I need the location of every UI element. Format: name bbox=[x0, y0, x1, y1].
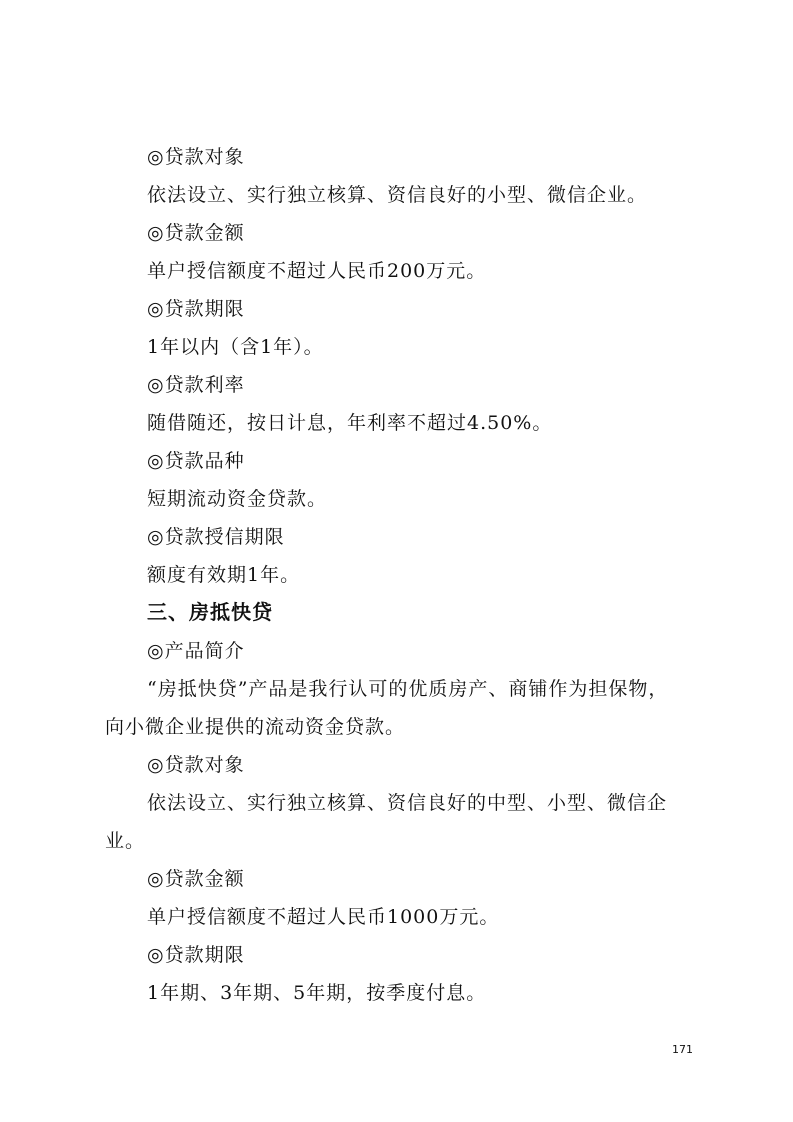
label-loan-target-2: ◎贷款对象 bbox=[147, 754, 245, 776]
label-product-intro: ◎产品简介 bbox=[147, 640, 245, 662]
text-product-intro-line1: “房抵快贷”产品是我行认可的优质房产、商铺作为担保物， bbox=[147, 678, 669, 700]
text-credit-term: 额度有效期1年。 bbox=[147, 564, 301, 586]
text-loan-rate: 随借随还，按日计息，年利率不超过4.50%。 bbox=[147, 412, 553, 434]
text-loan-target: 依法设立、实行独立核算、资信良好的小型、微信企业。 bbox=[147, 184, 648, 206]
label-loan-term-2: ◎贷款期限 bbox=[147, 944, 245, 966]
text-loan-term-2: 1年期、3年期、5年期，按季度付息。 bbox=[147, 982, 487, 1004]
label-loan-term: ◎贷款期限 bbox=[147, 298, 245, 320]
section-heading: 三、房抵快贷 bbox=[147, 600, 273, 624]
label-loan-type: ◎贷款品种 bbox=[147, 450, 245, 472]
text-loan-target-2-line2: 业。 bbox=[105, 830, 146, 852]
text-loan-target-2-line1: 依法设立、实行独立核算、资信良好的中型、小型、微信企 bbox=[147, 792, 668, 814]
text-loan-amount: 单户授信额度不超过人民币200万元。 bbox=[147, 260, 487, 282]
text-loan-term: 1年以内（含1年）。 bbox=[147, 336, 324, 358]
label-loan-amount: ◎贷款金额 bbox=[147, 222, 245, 244]
text-loan-type: 短期流动资金贷款。 bbox=[147, 488, 328, 510]
label-loan-target: ◎贷款对象 bbox=[147, 146, 245, 168]
page-number: 171 bbox=[672, 1043, 693, 1056]
label-loan-rate: ◎贷款利率 bbox=[147, 374, 245, 396]
label-credit-term: ◎贷款授信期限 bbox=[147, 526, 285, 548]
label-loan-amount-2: ◎贷款金额 bbox=[147, 868, 245, 890]
text-product-intro-line2: 向小微企业提供的流动资金贷款。 bbox=[105, 716, 406, 738]
text-loan-amount-2: 单户授信额度不超过人民币1000万元。 bbox=[147, 906, 500, 928]
